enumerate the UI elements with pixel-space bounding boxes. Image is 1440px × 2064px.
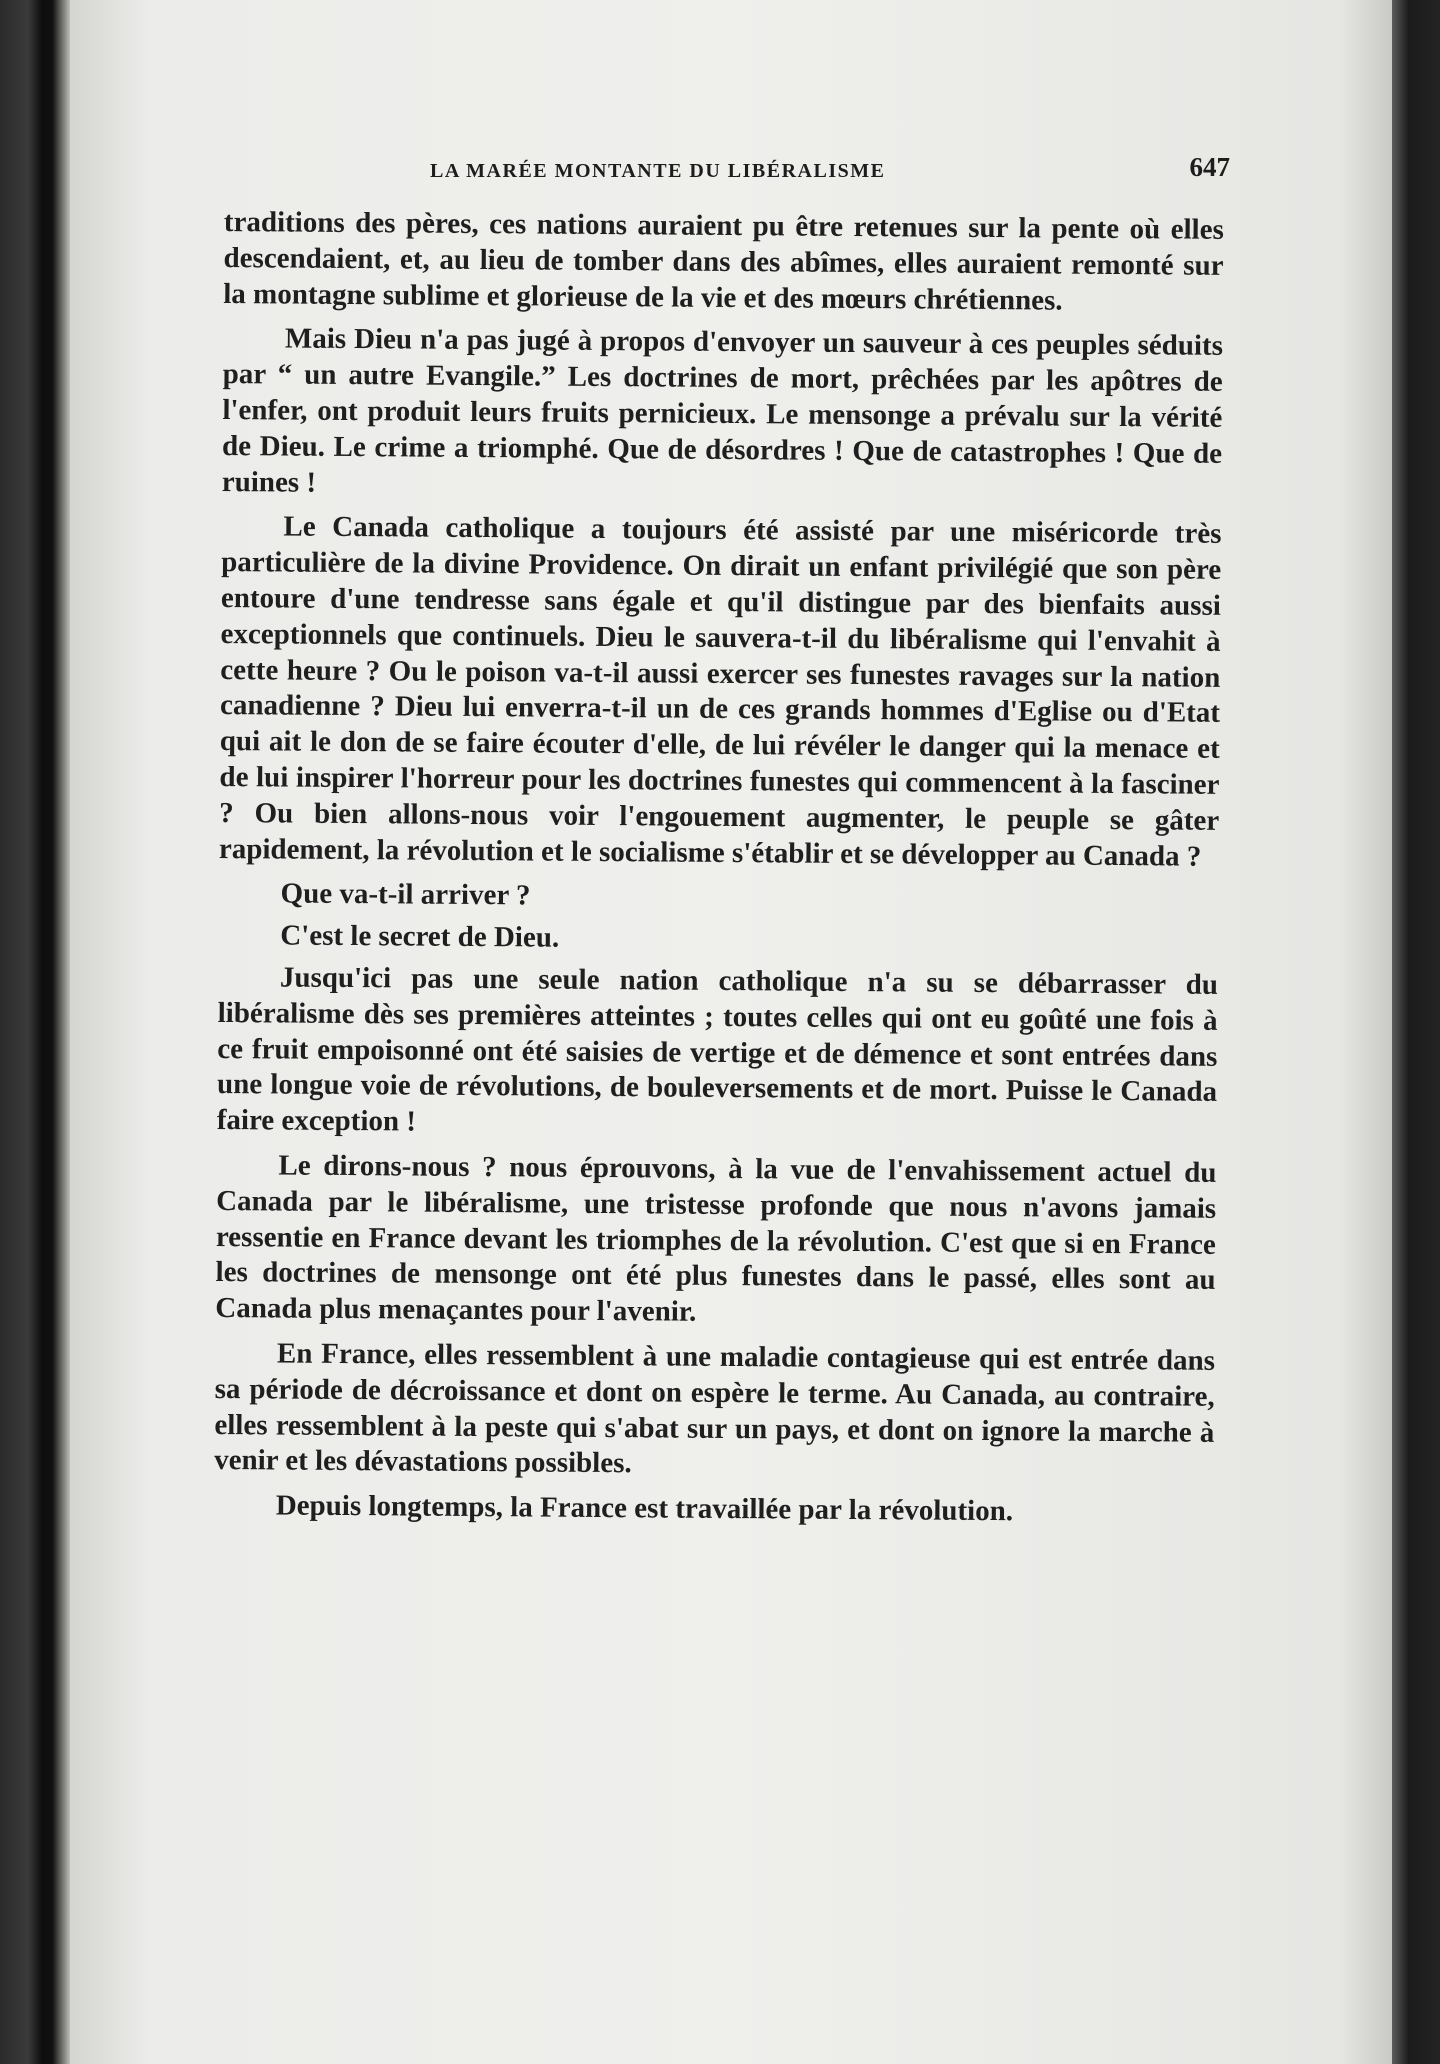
page-header (430, 152, 1230, 192)
page-stack-edge (1392, 0, 1440, 2064)
book-binding-edge (0, 0, 70, 2064)
paragraph-continuation: traditions des pères, ces nations auraient pu être retenues sur la pente où elles descendaient, et, au lieu de tomber dans des abîmes, elles auraient remonté sur la montagne sublime et glorieuse de la vie et des mœurs chrétiennes. (223, 205, 1224, 317)
page-sheet (70, 0, 1392, 2064)
paragraph: Le dirons-nous ? nous éprouvons, à la vue de l'envahissement actuel du Canada par le libéralisme, une tristesse profonde que nous n'avons jamais ressentie en France devant les triomphes de la révolution. C'est que si en France les doctrines de mensonge ont été plus funestes dans le passé, elles sont au Canada plus menaçantes pour l'avenir. (215, 1149, 1217, 1328)
page-number: 647 (1189, 152, 1230, 182)
paragraph: Jusqu'ici pas une seule nation catholique n'a su se débarrasser du libéralisme dès ses premières atteintes ; toutes celles qui ont eu goûté une fois à ce fruit empoisonné ont été saisies de vertige et de démence et sont entrées dans une longue voie de révolutions, de bouleversements et de mort. Puisse le Canada faire exception ! (216, 961, 1219, 1138)
paragraph: Mais Dieu n'a pas jugé à propos d'envoyer un sauveur à ces peuples séduits par “ un autre Evangile.” Les doctrines de mort, prêchées par les apôtres de l'enfer, ont produit leurs fruits pernicieux. Le mensonge a prévalu sur la vérité de Dieu. Le crime a triomphé. Que de désordres ! Que de catastrophes ! Que de ruines ! (221, 322, 1224, 499)
paragraph: Que va-t-il arriver ? (280, 877, 531, 912)
body-text (214, 205, 1224, 1541)
paragraph: C'est le secret de Dieu. (280, 919, 560, 954)
running-head: LA MARÉE MONTANTE DU LIBÉRALISME (430, 160, 886, 182)
paragraph: Depuis longtemps, la France est travaillée par la révolution. (275, 1489, 1014, 1528)
paragraph: Le Canada catholique a toujours été assisté par une miséricorde très particulière de la divine Providence. On dirait un enfant privilégié que son père entoure d'une tendresse sans égale et qu'il distingue par des bienfaits aussi exceptionnels que continuels. Dieu le sauvera-t-il du libéralisme qui l'envahit à cette heure ? Ou le poison va-t-il aussi exercer ses funestes ravages sur la nation canadienne ? Dieu lui enverra-t-il un de ces grands hommes d'Eglise ou d'Etat qui ait le don de se faire écouter d'elle, de lui révéler le danger qui la menace et de lui inspirer l'horreur pour les doctrines funestes qui commencent à la fasciner ? Ou bien allons-nous voir l'engouement augmenter, le peuple se gâter rapidement, la révolution et le socialisme s'établir et se développer au Canada ? (218, 510, 1222, 873)
paragraph: En France, elles ressemblent à une maladie contagieuse qui est entrée dans sa période de décroissance et dont on espère le terme. Au Canada, au contraire, elles ressemblent à la peste qui s'abat sur un pays, et dont on ignore la marche à venir et les dévastations possibles. (214, 1337, 1216, 1480)
